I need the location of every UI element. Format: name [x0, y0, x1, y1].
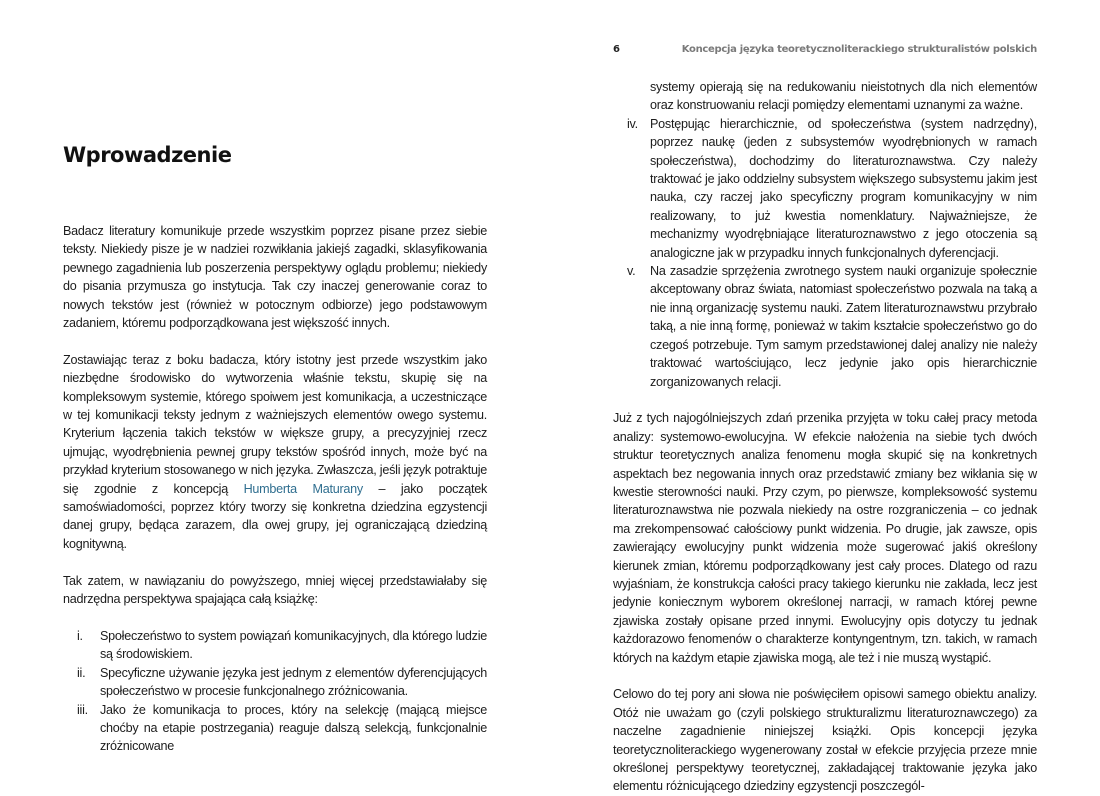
list-item-continuation: systemy opierają się na redukowaniu nieistotnych dla nich elementów oraz konstruowaniu relacji pomiędzy elementami uznanymi za ważne.	[650, 80, 1037, 113]
perspective-list	[63, 627, 487, 756]
paragraph-2-text-a: Zostawiając teraz z boku badacza, który istotny jest przede wszystkim jako niezbędne środowisko do wytworzenia właśnie tekstu, skupię się na kompleksowym systemie, którego spoiwem jest komunikacja, a uczestniczące w tej komunikacji teksty jednym z ważniejszych elementów owego systemu. Kryterium łączenia takich tekstów w większe grupy, a precyzyjniej rzecz ujmując, wyodrębnienia pewnej grupy tekstów spośród innych, może być na przykład kryterium stosowanego w nich języka. Zwłaszcza, jeśli język potraktuje się zgodnie z koncepcją	[63, 352, 487, 496]
paragraph-gap	[63, 553, 487, 571]
list-item	[63, 701, 487, 756]
list-item	[613, 262, 1037, 391]
chapter-title: Wprowadzenie	[63, 143, 232, 167]
list-item-number: iii.	[77, 702, 88, 717]
list-item	[613, 115, 1037, 262]
list-item	[63, 664, 487, 701]
list-item-text: Społeczeństwo to system powiązań komunikacyjnych, dla którego ludzie są środowiskiem.	[100, 628, 487, 662]
maturana-link[interactable]: Humberta Maturany	[243, 481, 363, 496]
list-item-text: Na zasadzie sprzężenia zwrotnego system nauki organizuje społecznie akceptowany obraz świata, natomiast społeczeństwo pozwala na taką a nie inną organizację systemu nauki. Zatem literaturoznawstwu przybrało taką, a nie inną formę, ponieważ w takim kształcie społeczeństwo go do czegoś potrzebuje. Tym samym przedstawionej dalej analizy nie należy traktować wartościująco, lecz jedynie jako opis hierarchicznie zorganizowanych relacji.	[650, 264, 1037, 389]
running-head-title: Koncepcja języka teoretycznoliterackiego strukturalistów polskich	[681, 44, 1037, 55]
list-item-text: Specyficzne używanie języka jest jednym z elementów dyferencjujących społeczeństwo w procesie funkcjonalnego zróżnicowania.	[100, 665, 487, 699]
list-item-text: Postępując hierarchicznie, od społeczeństwa (system nadrzędny), poprzez naukę (jeden z subsystemów wyodrębnionych w ramach społeczeństwa), dochodzimy do literaturoznawstwa. Czy należy traktować je jako oddzielny subsystem większego subsystemu jakim jest nauka, czy raczej jako specyficzny program komunikacyjny w nim realizowany, to już kwestia nomenklatury. Najważniejsze, że mechanizmy wyodrębniające literaturoznawstwo z jego otoczenia są analogiczne jak w przypadku innych funkcjonalnych dyferencjacji.	[650, 116, 1037, 260]
list-item-number: i.	[77, 628, 83, 643]
right-page	[550, 0, 1100, 794]
right-page-body	[613, 78, 1037, 796]
list-item	[63, 627, 487, 664]
paragraph-gap	[613, 391, 1037, 409]
paragraph-2	[63, 351, 487, 553]
paragraph-1: Badacz literatury komunikuje przede wszystkim poprzez pisane przez siebie teksty. Niekiedy pisze je w nadziei rozwikłania jakiejś zagadki, sklasyfikowania pewnego zagadnienia lub poszerzenia perspektywy oglądu problemu; niekiedy do pisania przymusza go instytucja. Tak czy inaczej generowanie coraz to nowych tekstów jest (również w potocznym odbiorze) jego podstawowym zadaniem, któremu podporządkowana jest większość innych.	[63, 224, 487, 331]
list-item-number: v.	[627, 264, 636, 279]
paragraph-gap	[63, 332, 487, 350]
page-number: 6	[613, 44, 620, 55]
left-page-body	[63, 222, 487, 756]
paragraph-2-text-b: – jako początek samoświadomości, poprzez który tworzy się konkretna dziedzina egzystencji danej grupy, będąca zarazem, dla owej grupy, jej ograniczającą dziedziną kognitywną.	[63, 481, 487, 551]
perspective-list-continued	[613, 115, 1037, 391]
list-item-text: Jako że komunikacja to proces, który na selekcję (mającą miejsce choćby na etapie postrzegania) reaguje dalszą selekcją, funkcjonalnie zróżnicowane	[100, 702, 487, 754]
paragraph-gap	[613, 667, 1037, 685]
list-item-number: ii.	[77, 665, 86, 680]
paragraph-method: Już z tych najogólniejszych zdań przenika przyjęta w toku całej pracy metoda analizy: systemowo-ewolucyjna. W efekcie nałożenia na siebie tych dwóch struktur teoretycznych analiza fenomenu mogła skupić się na konkretnych aspektach bez negowania innych oraz przedstawić zmiany bez wikłania się w kwestie sterowności nauki. Przy czym, po pierwsze, kompleksowość systemu literaturoznawstwa nie pozwala niekiedy na ostre rozgraniczenia – co jednak ma zrekompensować całościowy punkt widzenia. Po drugie, jak zawsze, opis zawierający ewolucyjny punkt widzenia może sugerować jakiś określony kierunek zmian, któremu podporządkowany jest cały proces. Dlatego od razu wyjaśniam, że konstrukcja całości pracy takiego kierunku nie zakłada, lecz jest jedynie koniecznym wyborem określonej narracji, w ramach której pewne zjawiska zostały opisane przed innymi. Ewolucyjny opis dotyczy tu jednak każdorazowo fenomenów o charakterze kontyngentnym, tzn. takich, w ramach których na każdym etapie zjawiska mogą, ale też i nie muszą wystąpić.	[613, 411, 1037, 665]
list-item-number: iv.	[627, 116, 638, 131]
left-page	[0, 0, 550, 780]
paragraph-3: Tak zatem, w nawiązaniu do powyższego, mniej więcej przedstawiałaby się nadrzędna perspektywa spajająca całą książkę:	[63, 573, 487, 607]
paragraph-gap	[63, 609, 487, 627]
paragraph-object: Celowo do tej pory ani słowa nie poświęciłem opisowi samego obiektu analizy. Otóż nie uważam go (czyli polskiego strukturalizmu literaturoznawczego) za naczelne zagadnienie niniejszej książki. Opis koncepcji języka teoretycznoliterackiego wygenerowany został w efekcie przyjęcia przeze mnie określonej perspektywy teoretycznej, zakładającej traktowanie języka jako elementu różnicującego dziedziny egzystencji poszczegól-	[613, 687, 1037, 794]
